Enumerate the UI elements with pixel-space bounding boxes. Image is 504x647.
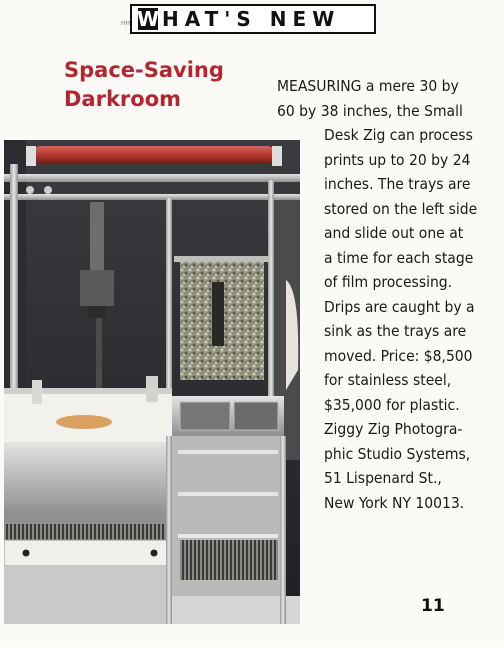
article-title [64, 56, 264, 114]
corner-mark: HH [121, 20, 131, 27]
article-body-column [324, 123, 499, 515]
body-line: stored on the left side [324, 199, 478, 218]
body-line: 51 Lispenard St., [324, 469, 442, 487]
section-header [130, 4, 376, 34]
page-number: 11 [421, 596, 445, 616]
body-line: sink as the trays are [324, 322, 467, 340]
body-line: Drips are caught by a [324, 297, 475, 316]
body-line: inches. The trays are [324, 175, 471, 193]
body-line: prints up to 20 by 24 [324, 150, 471, 169]
section-header-initial: W [136, 7, 160, 31]
body-line: New York NY 10013. [324, 493, 465, 512]
body-line: Desk Zig can process [324, 126, 473, 144]
body-line: of film processing. [324, 273, 453, 291]
body-line: $35,000 for plastic. [324, 395, 460, 414]
article-body-intro [277, 74, 497, 123]
body-line: MEASURING a mere 30 by [277, 77, 459, 95]
body-line: and slide out one at [324, 224, 464, 242]
article-title-line-1: Space-Saving [64, 58, 224, 82]
body-line: a time for each stage [324, 248, 474, 267]
darkroom-photo [4, 140, 300, 624]
section-header-text: HAT'S NEW [162, 7, 341, 31]
body-line: moved. Price: $8,500 [324, 346, 473, 365]
body-line: Ziggy Zig Photogra- [324, 420, 463, 438]
body-line: phic Studio Systems, [324, 444, 471, 463]
body-line: for stainless steel, [324, 371, 452, 389]
article-title-line-2: Darkroom [64, 87, 182, 111]
body-line: 60 by 38 inches, the Small [277, 101, 463, 120]
